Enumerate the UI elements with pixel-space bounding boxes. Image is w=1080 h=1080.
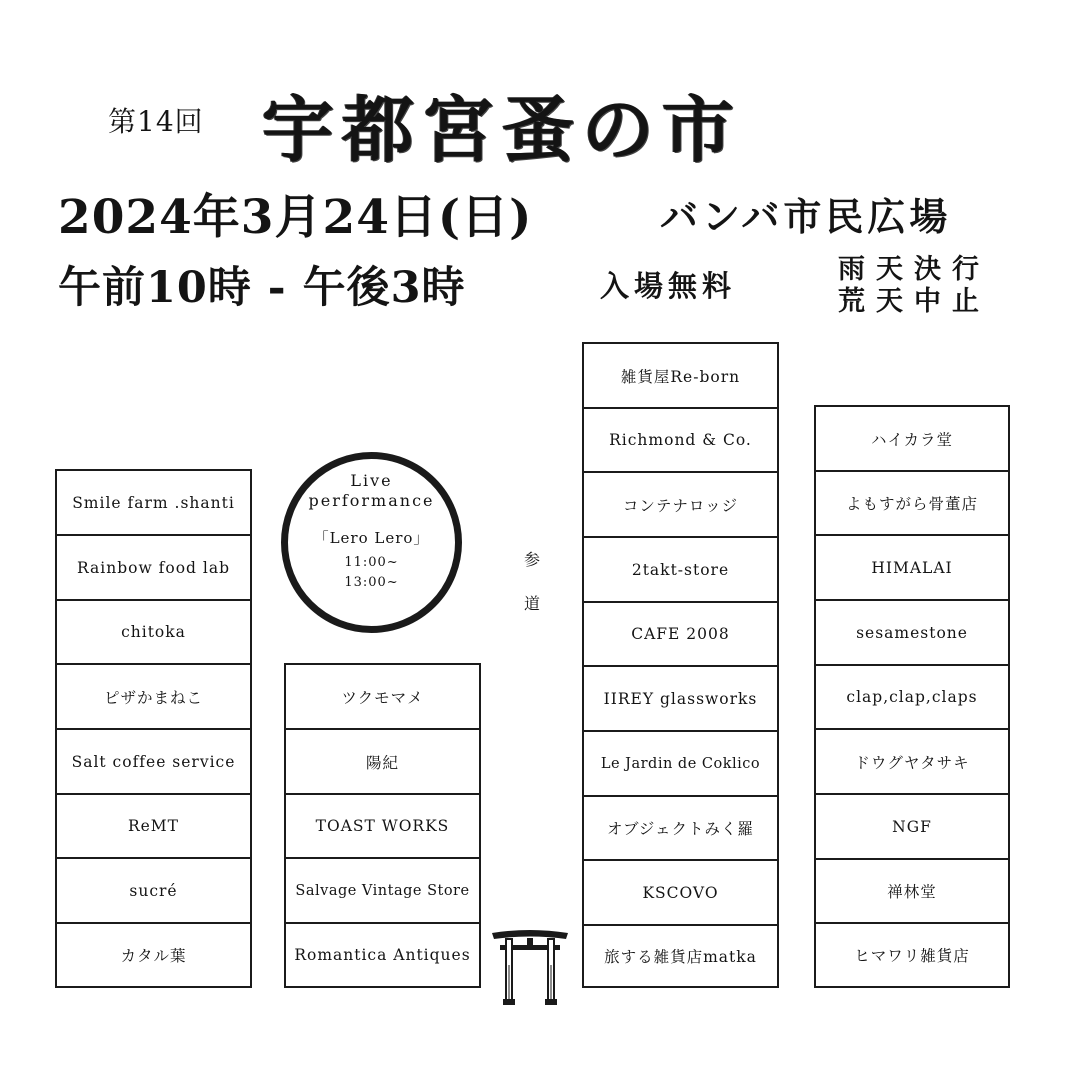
booth-item: 旅する雑貨店matka: [582, 924, 779, 988]
weather-policy-line2: 荒天中止: [838, 286, 990, 317]
booth-item: clap,clap,claps: [814, 664, 1010, 730]
booth-item: KSCOVO: [582, 859, 779, 926]
booth-item: 2takt-store: [582, 536, 779, 603]
booth-item: ピザかまねこ: [55, 663, 252, 730]
edition-label: 第14回: [108, 105, 204, 138]
performance-time1: 11:00~: [344, 555, 399, 570]
booth-item: ヒマワリ雑貨店: [814, 922, 1010, 988]
torii-gate-icon: [490, 925, 570, 1009]
approach-char-2: 道: [523, 594, 540, 613]
event-venue: バンバ市民広場: [660, 194, 952, 239]
booth-item: Smile farm .shanti: [55, 469, 252, 536]
approach-char-1: 参: [523, 550, 540, 569]
booth-item: 禅林堂: [814, 858, 1010, 924]
booth-item: 陽紀: [284, 728, 481, 795]
performance-time2: 13:00~: [344, 575, 399, 590]
booth-item: 雑貨屋Re-born: [582, 342, 779, 409]
event-title: 宇都宮蚤の市: [262, 87, 743, 172]
booth-item: カタル葉: [55, 922, 252, 988]
booth-item: Rainbow food lab: [55, 534, 252, 601]
approach-path-label: [520, 538, 544, 626]
event-hours: 午前10時 - 午後3時: [58, 263, 466, 313]
booth-item: sucré: [55, 857, 252, 924]
booth-item: コンテナロッジ: [582, 471, 779, 538]
booth-item: chitoka: [55, 599, 252, 665]
event-date: 2024年3月24日(日): [58, 190, 533, 245]
booth-item: オブジェクトみく羅: [582, 795, 779, 861]
booth-item: ReMT: [55, 793, 252, 859]
booth-item: IIREY glassworks: [582, 665, 779, 732]
booth-item: よもすがら骨董店: [814, 470, 1010, 536]
booth-item: Salvage Vintage Store: [284, 857, 481, 924]
booth-item: sesamestone: [814, 599, 1010, 666]
booth-item: Romantica Antiques: [284, 922, 481, 988]
performance-name: 「Lero Lero」: [313, 529, 430, 547]
performance-line1: Live: [350, 471, 393, 490]
booth-item: Salt coffee service: [55, 728, 252, 795]
booth-item: ツクモマメ: [284, 663, 481, 730]
booth-item: HIMALAI: [814, 534, 1010, 601]
booth-item: ハイカラ堂: [814, 405, 1010, 472]
weather-policy-line1: 雨天決行: [838, 254, 990, 285]
booth-item: Le Jardin de Coklico: [582, 730, 779, 797]
booth-item: CAFE 2008: [582, 601, 779, 667]
booth-item: NGF: [814, 793, 1010, 860]
booth-item: ドウグヤタサキ: [814, 728, 1010, 795]
booth-item: Richmond & Co.: [582, 407, 779, 473]
weather-policy: [838, 254, 990, 318]
admission-label: 入場無料: [600, 269, 737, 303]
booth-item: TOAST WORKS: [284, 793, 481, 859]
live-performance-circle: [281, 452, 462, 633]
performance-line2: performance: [308, 491, 435, 510]
